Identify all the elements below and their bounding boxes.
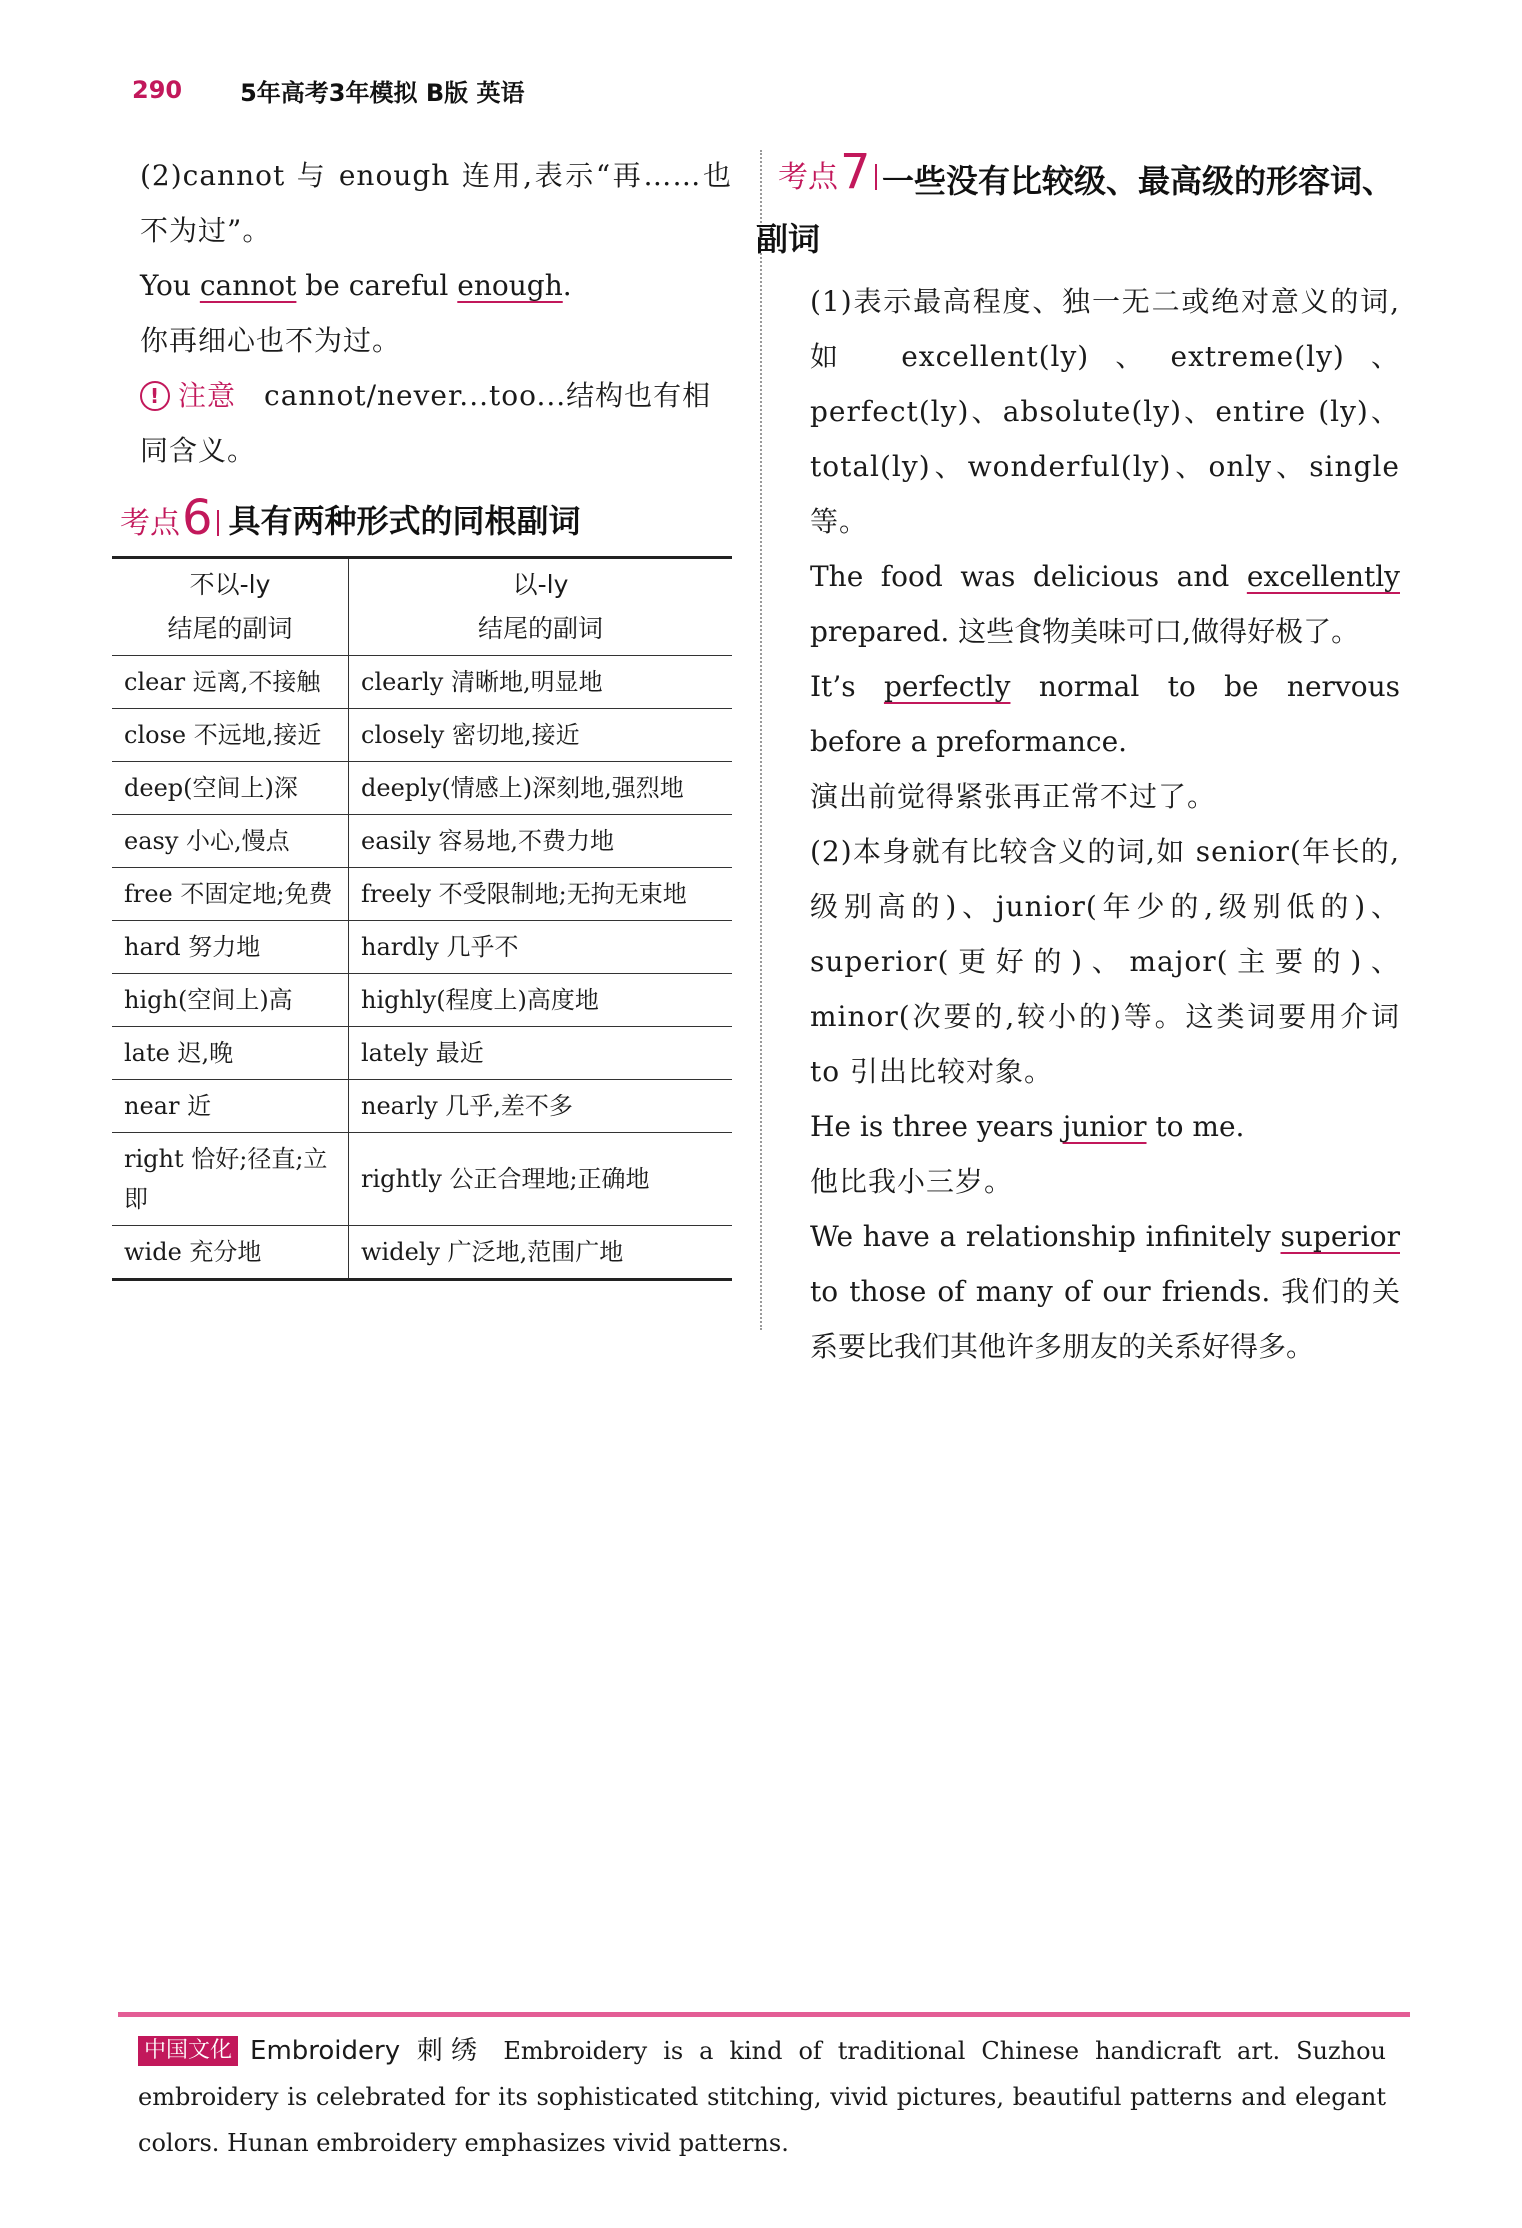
- section-heading-6: [120, 490, 732, 546]
- example-text: The food was delicious and: [810, 560, 1247, 593]
- example-translation: 他比我小三岁。: [810, 1165, 1014, 1198]
- underlined-word: excellently: [1246, 560, 1400, 593]
- table-cell: high(空间上)高: [112, 974, 349, 1027]
- example-sentence: [780, 549, 1400, 659]
- table-row: [112, 762, 732, 815]
- table-cell: near 近: [112, 1080, 349, 1133]
- culture-tag: 中国文化: [138, 2036, 238, 2066]
- header-line: 不以-ly: [189, 570, 271, 599]
- example-text: normal to be nervous before a preformance.: [810, 670, 1401, 758]
- example-sentence: [780, 659, 1400, 769]
- table-cell: freely 不受限制地;无拘无束地: [361, 880, 687, 908]
- section-bar: [875, 164, 877, 190]
- right-column: [756, 144, 1401, 1374]
- exclamation-icon: !: [140, 381, 170, 411]
- culture-title: Embroidery 刺绣: [250, 2036, 486, 2066]
- underlined-word: superior: [1280, 1220, 1400, 1253]
- header-line: 以-ly: [512, 570, 569, 599]
- page-number: 290: [132, 76, 183, 104]
- header-line: 结尾的副词: [477, 614, 603, 643]
- section-title: 具有两种形式的同根副词: [228, 502, 581, 540]
- example-sentence: [780, 1099, 1400, 1154]
- table-cell: hardly 几乎不: [361, 933, 519, 961]
- table-cell: right 恰好;径直;立即: [112, 1133, 349, 1226]
- table-row: [112, 1133, 732, 1226]
- section-tag: 考点: [120, 506, 180, 541]
- table-row: [112, 974, 732, 1027]
- table-row: [112, 815, 732, 868]
- table-row: [112, 921, 732, 974]
- culture-text: Embroidery is a kind of traditional Chinese handicraft art. Suzhou embroidery is celebrated for its sophisticated stitching, vivid pictures, beautiful patterns and elegant colors. Hunan embroidery emphasizes vivid patterns.: [138, 2037, 1386, 2157]
- underlined-word: junior: [1062, 1110, 1147, 1143]
- example-sentence: [780, 1209, 1400, 1374]
- section-bar: [217, 510, 219, 536]
- culture-box: [138, 2028, 1386, 2166]
- paragraph-absolute-words: (1)表示最高程度、独一无二或绝对意义的词,如 excellent(ly)、extreme(ly)、perfect(ly)、absolute(ly)、entire (ly)、total(ly)、wonderful(ly)、only、single 等。: [810, 285, 1400, 538]
- table-row: [112, 1226, 732, 1280]
- column-divider: [760, 150, 762, 1330]
- table-row: [112, 656, 732, 709]
- underlined-word: enough: [457, 269, 563, 302]
- section-tag: 考点: [778, 160, 838, 195]
- section-number: 7: [840, 144, 871, 200]
- table-cell: widely 广泛地,范围广地: [361, 1238, 624, 1266]
- table-row: [112, 868, 732, 921]
- table-row: [112, 1027, 732, 1080]
- section-number: 6: [182, 490, 213, 546]
- table-header-cell: [112, 558, 349, 656]
- table-cell: wide 充分地: [112, 1226, 349, 1280]
- example-translation: 演出前觉得紧张再正常不过了。: [810, 780, 1217, 813]
- table-cell: closely 密切地,接近: [361, 721, 580, 749]
- page-header: [132, 70, 525, 110]
- table-cell: free 不固定地;免费: [112, 868, 349, 921]
- table-cell: late 迟,晚: [112, 1027, 349, 1080]
- table-cell: clear 远离,不接触: [112, 656, 349, 709]
- underlined-word: perfectly: [883, 670, 1011, 703]
- table-cell: deep(空间上)深: [112, 762, 349, 815]
- table-cell: deeply(情感上)深刻地,强烈地: [361, 774, 684, 802]
- section-title: 一些没有比较级、最高级的形容词、副词: [756, 162, 1395, 258]
- table-row: [112, 1080, 732, 1133]
- footer-rule: [118, 2012, 1410, 2017]
- table-header-row: [112, 558, 732, 656]
- example-text: prepared. 这些食物美味可口,做得好极了。: [810, 615, 1360, 648]
- left-column: [120, 148, 732, 1281]
- example-sentence: [140, 258, 732, 313]
- table-cell: nearly 几乎,差不多: [361, 1092, 573, 1120]
- table-cell: easy 小心,慢点: [112, 815, 349, 868]
- note: [140, 368, 732, 478]
- table-cell: clearly 清晰地,明显地: [361, 668, 603, 696]
- example-text: You: [140, 269, 200, 302]
- example-text: be careful: [296, 269, 458, 302]
- table-row: [112, 709, 732, 762]
- table-cell: rightly 公正合理地;正确地: [361, 1165, 650, 1193]
- table-cell: highly(程度上)高度地: [361, 986, 599, 1014]
- example-text: He is three years: [810, 1110, 1063, 1143]
- table-cell: easily 容易地,不费力地: [361, 827, 614, 855]
- example-translation: 你再细心也不为过。: [140, 324, 402, 357]
- example-text: It’s: [810, 670, 884, 703]
- example-text: to me.: [1146, 1110, 1245, 1143]
- table-cell: close 不远地,接近: [112, 709, 349, 762]
- book-title: 5年高考3年模拟 B版 英语: [240, 78, 525, 107]
- table-cell: hard 努力地: [112, 921, 349, 974]
- table-cell: lately 最近: [361, 1039, 484, 1067]
- example-text: We have a relationship infinitely: [810, 1220, 1281, 1253]
- paragraph-comparative-words: (2)本身就有比较含义的词,如 senior(年长的,级别高的)、junior(年少的,级别低的)、superior(更好的)、major(主要的)、minor(次要的,较小的)等。这类词要用介词 to 引出比较对象。: [810, 835, 1400, 1088]
- table-header-cell: [349, 558, 733, 656]
- adverb-table: [112, 556, 732, 1281]
- note-text: cannot/never...too...结构也有相同含义。: [140, 379, 712, 467]
- underlined-word: cannot: [199, 269, 297, 302]
- note-label: 注意: [178, 379, 237, 412]
- example-text: .: [562, 269, 572, 302]
- paragraph-cannot-enough: (2)cannot 与 enough 连用,表示“再……也不为过”。: [140, 159, 732, 247]
- example-text: to those of many of our friends. 我们的关系要比我们其他许多朋友的关系好得多。: [810, 1275, 1400, 1363]
- header-line: 结尾的副词: [167, 614, 293, 643]
